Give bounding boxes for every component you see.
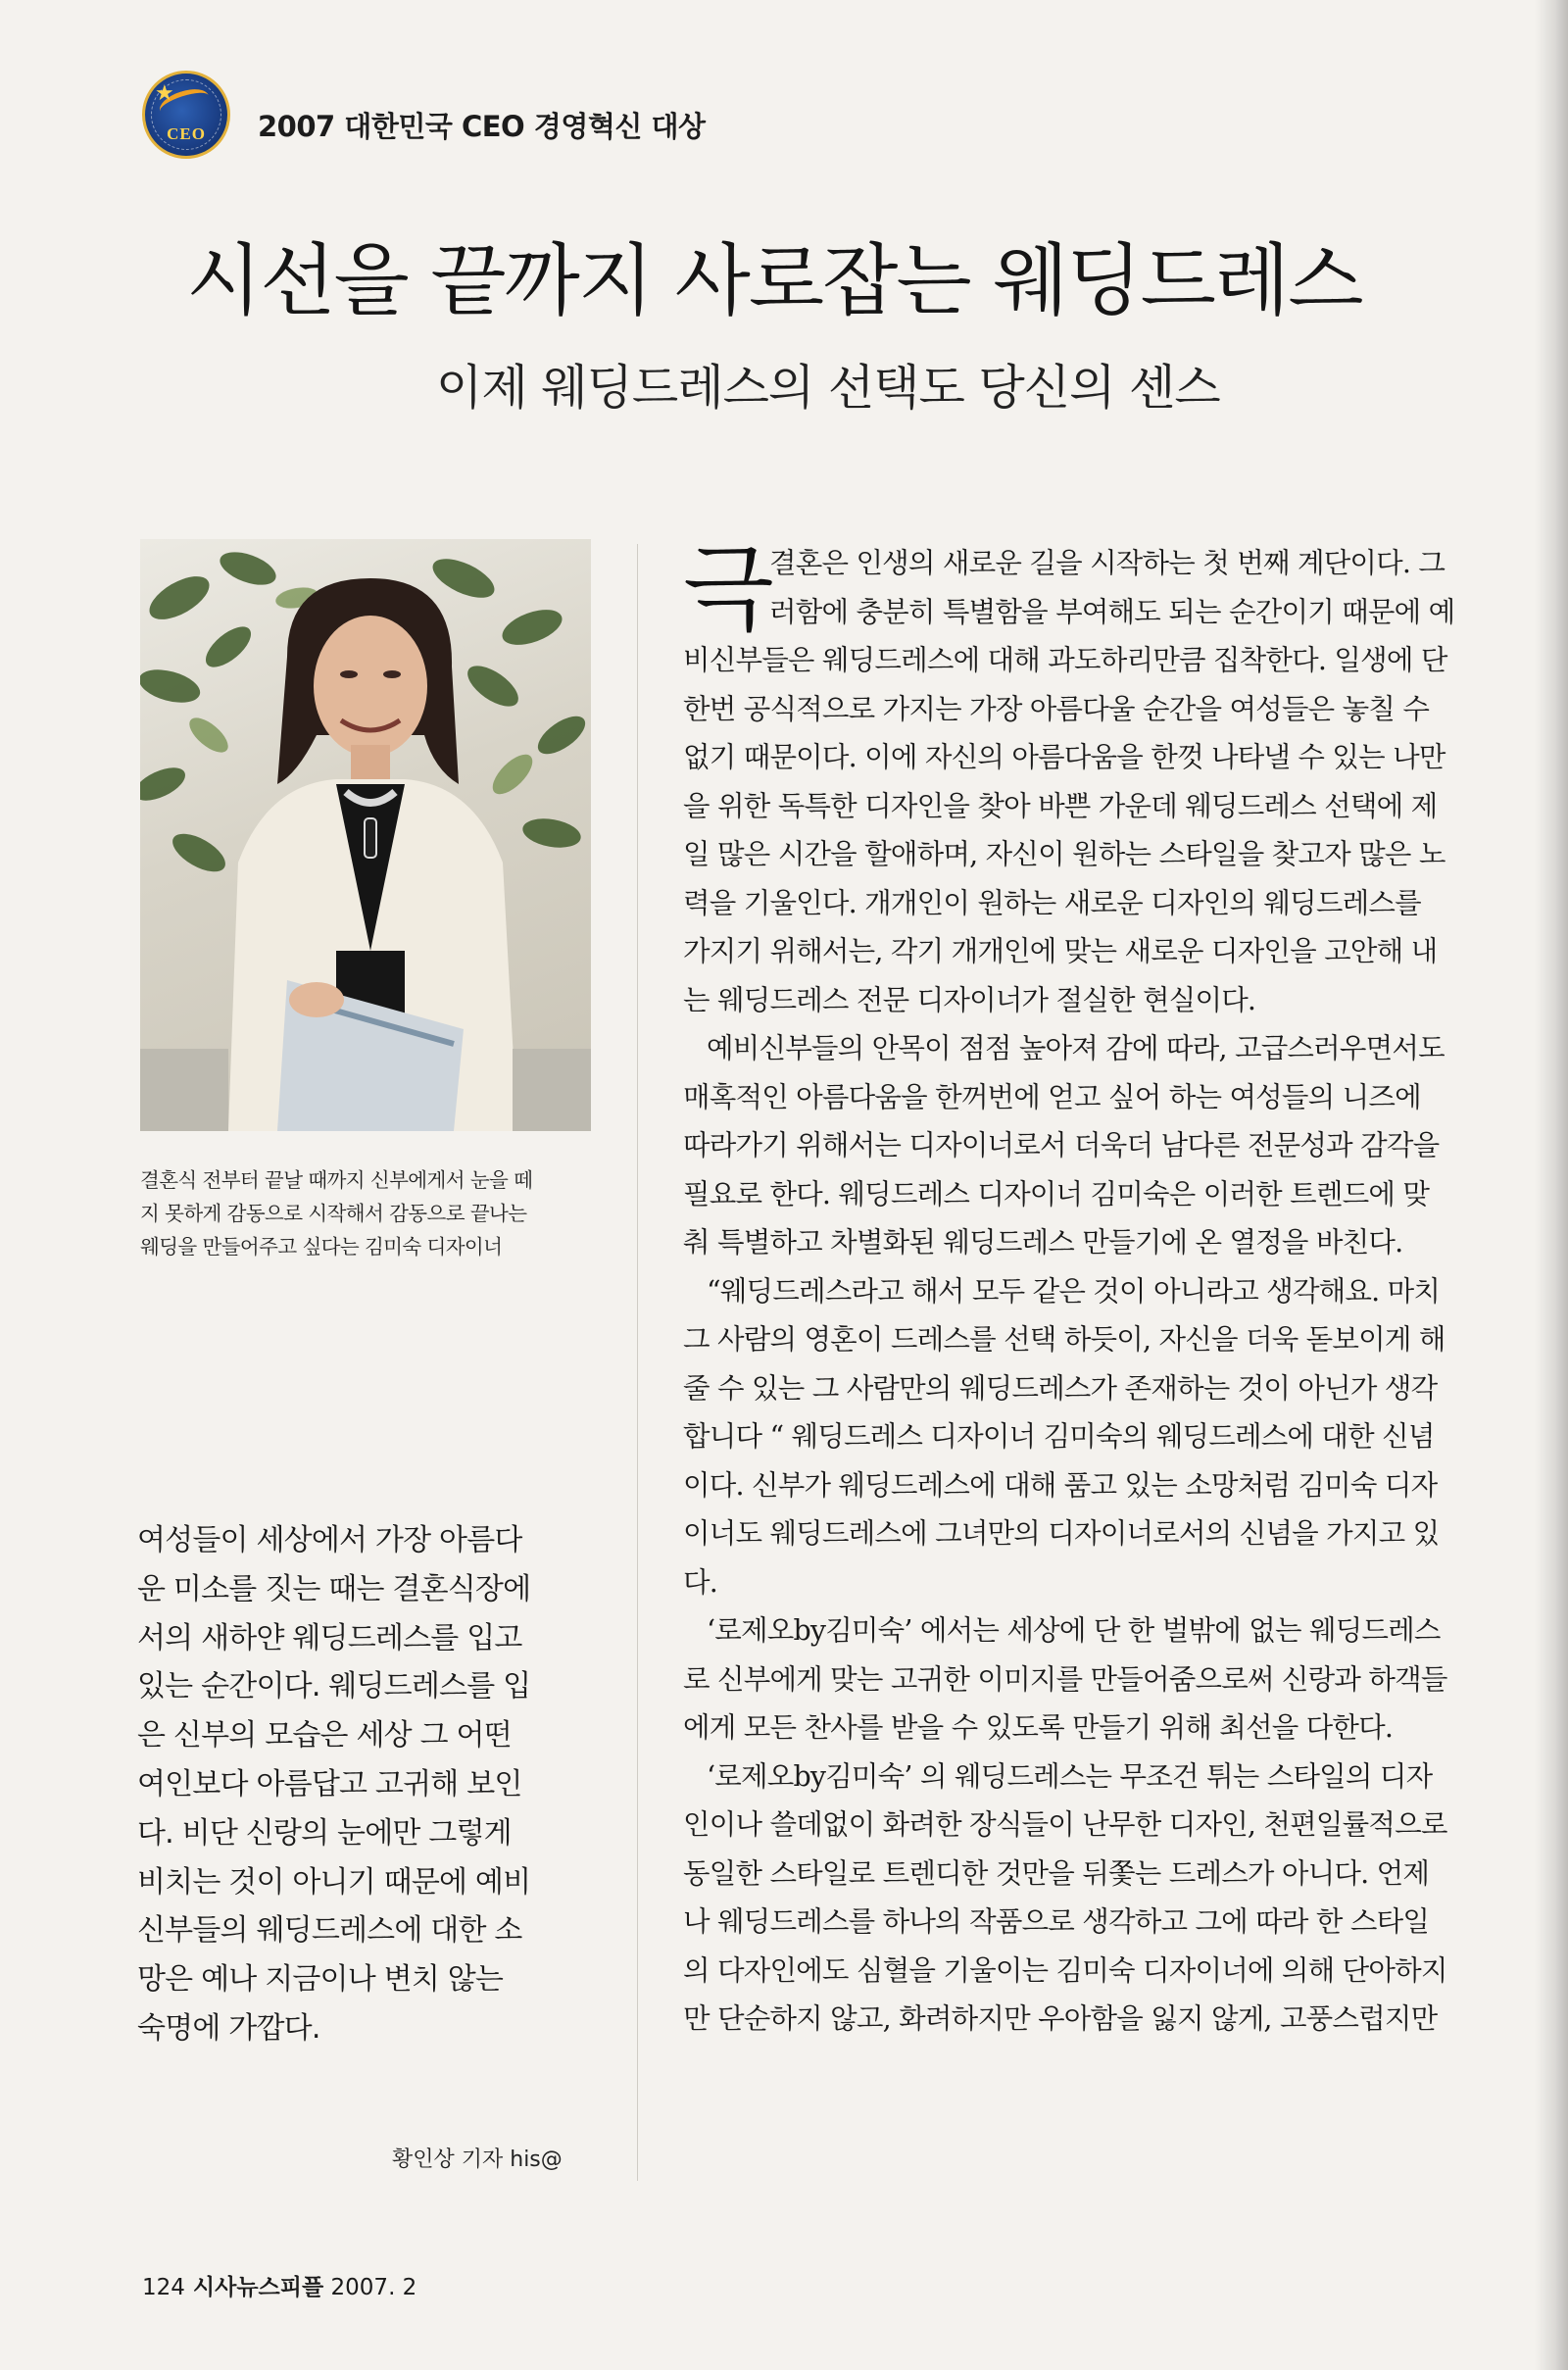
lead-line: 은 신부의 모습은 세상 그 어떤 — [137, 1718, 512, 1753]
body-line: 줄 수 있는 그 사람만의 웨딩드레스가 존재하는 것이 아닌가 생각 — [683, 1371, 1438, 1405]
logo-text: CEO — [167, 124, 206, 143]
body-line: 필요로 한다. 웨딩드레스 디자이너 김미숙은 이러한 트렌드에 맞 — [683, 1177, 1430, 1210]
lead-line: 여인보다 아름답고 고귀해 보인 — [137, 1766, 522, 1802]
body-line: 그 사람의 영혼이 드레스를 선택 하듯이, 자신을 더욱 돋보이게 해 — [683, 1323, 1446, 1356]
body-line: 만 단순하지 않고, 화려하지만 우아함을 잃지 않게, 고풍스럽지만 — [683, 2002, 1438, 2035]
body-line: 합니다 “ 웨딩드레스 디자이너 김미숙의 웨딩드레스에 대한 신념 — [683, 1420, 1435, 1453]
byline: 황인상 기자 his@ — [392, 2148, 563, 2172]
body-line: 일 많은 시간을 할애하며, 자신이 원하는 스타일을 찾고자 많은 노 — [683, 838, 1446, 870]
body-line: 의 다자인에도 심혈을 기울이는 김미숙 디자이너에 의해 단아하지 — [683, 1953, 1447, 1987]
caption-line: 지 못하게 감동으로 시작해서 감동으로 끝나는 — [140, 1202, 527, 1225]
body-line: ‘로제오by김미숙’ 의 웨딩드레스는 무조건 튀는 스타일의 디자 — [707, 1759, 1433, 1793]
magazine-name: 시사뉴스피플 — [192, 2275, 324, 2300]
body-line: 나 웨딩드레스를 하나의 작품으로 생각하고 그에 따라 한 스타일 — [683, 1905, 1430, 1938]
caption-line: 웨딩을 만들어주고 싶다는 김미숙 디자이너 — [140, 1235, 503, 1259]
body-line: 다. — [683, 1565, 717, 1599]
caption-line: 결혼식 전부터 끝날 때까지 신부에게서 눈을 떼 — [140, 1168, 533, 1192]
body-line: 을 위한 독특한 디자인을 찾아 바쁜 가운데 웨딩드레스 선택에 제 — [683, 789, 1438, 822]
lead-line: 신부들의 웨딩드레스에 대한 소 — [137, 1913, 522, 1949]
body-line: 력을 기울인다. 개개인이 원하는 새로운 디자인의 웨딩드레스를 — [683, 886, 1421, 919]
lead-line: 있는 순간이다. 웨딩드레스를 입 — [137, 1669, 531, 1704]
lead-line: 서의 새하얀 웨딩드레스를 입고 — [137, 1620, 522, 1655]
page-number: 124 — [142, 2275, 185, 2300]
lead-line: 숙명에 가깝다. — [137, 2010, 320, 2046]
article-body — [683, 534, 1565, 2044]
body-line: 이다. 신부가 웨딩드레스에 대해 품고 있는 소망처럼 김미숙 디자 — [683, 1468, 1438, 1502]
body-line: 인이나 쓸데없이 화려한 장식들이 난무한 디자인, 천편일률적으로 — [683, 1808, 1447, 1841]
article-subtitle: 이제 웨딩드레스의 선택도 당신의 센스 — [436, 360, 1220, 416]
body-line: 이너도 웨딩드레스에 그녀만의 디자이너로서의 신념을 가지고 있 — [683, 1517, 1440, 1550]
body-line: 따라가기 위해서는 디자이너로서 더욱더 남다른 전문성과 감각을 — [683, 1129, 1440, 1161]
designer-photo — [140, 539, 591, 1131]
issue-date: 2007. 2 — [330, 2275, 417, 2300]
award-header — [142, 71, 828, 159]
lead-line: 망은 예나 지금이나 변치 않는 — [137, 1962, 504, 1998]
body-line: “웨딩드레스라고 해서 모두 같은 것이 아니라고 생각해요. 마치 — [707, 1274, 1441, 1308]
body-line: 는 웨딩드레스 전문 디자이너가 절실한 현실이다. — [683, 983, 1256, 1016]
drop-cap: 극 — [683, 534, 773, 644]
star-icon: ★ — [155, 81, 174, 106]
ceo-award-logo — [142, 71, 230, 159]
lead-line: 비치는 것이 아니기 때문에 예비 — [137, 1864, 531, 1900]
body-line: 동일한 스타일로 트렌디한 것만을 뒤쫓는 드레스가 아니다. 언제 — [683, 1856, 1430, 1890]
body-line: ‘로제오by김미숙’ 에서는 세상에 단 한 벌밖에 없는 웨딩드레스 — [707, 1614, 1441, 1647]
lead-paragraph — [137, 1516, 608, 2053]
lead-line: 운 미소를 짓는 때는 결혼식장에 — [137, 1571, 531, 1606]
body-line: 예비신부들의 안목이 점점 높아져 감에 따라, 고급스러우면서도 — [707, 1032, 1445, 1064]
award-title: 2007 대한민국 CEO 경영혁신 대상 — [258, 110, 706, 143]
lead-line: 다. 비단 신랑의 눈에만 그렇게 — [137, 1815, 512, 1851]
body-line: 없기 때문이다. 이에 자신의 아름다움을 한껏 나타낼 수 있는 나만 — [683, 741, 1446, 773]
body-line: 로 신부에게 맞는 고귀한 이미지를 만들어줌으로써 신랑과 하객들 — [683, 1662, 1447, 1696]
column-divider — [637, 544, 638, 2181]
body-line: 매혹적인 아름다움을 한꺼번에 얻고 싶어 하는 여성들의 니즈에 — [683, 1080, 1421, 1113]
portrait-illustration — [140, 539, 591, 1131]
body-line: 비신부들은 웨딩드레스에 대해 과도하리만큼 집착한다. 일생에 단 — [683, 644, 1447, 676]
body-line: 결혼은 인생의 새로운 길을 시작하는 첫 번째 계단이다. 그 — [769, 547, 1446, 579]
body-line: 한번 공식적으로 가지는 가장 아름다울 순간을 여성들은 놓칠 수 — [683, 692, 1430, 725]
page-footer — [142, 2269, 416, 2301]
body-line: 가지기 위해서는, 각기 개개인에 맞는 새로운 디자인을 고안해 내 — [683, 935, 1438, 967]
body-line: 춰 특별하고 차별화된 웨딩드레스 만들기에 온 열정을 바친다. — [683, 1226, 1403, 1259]
lead-line: 여성들이 세상에서 가장 아름다 — [137, 1523, 522, 1557]
body-line: 러함에 충분히 특별함을 부여해도 되는 순간이기 때문에 예 — [769, 595, 1455, 628]
body-line: 에게 모든 찬사를 받을 수 있도록 만들기 위해 최선을 다한다. — [683, 1711, 1394, 1744]
dropcap-block — [683, 534, 1565, 644]
photo-caption — [140, 1163, 601, 1263]
article-title: 시선을 끝까지 사로잡는 웨딩드레스 — [186, 235, 1362, 326]
